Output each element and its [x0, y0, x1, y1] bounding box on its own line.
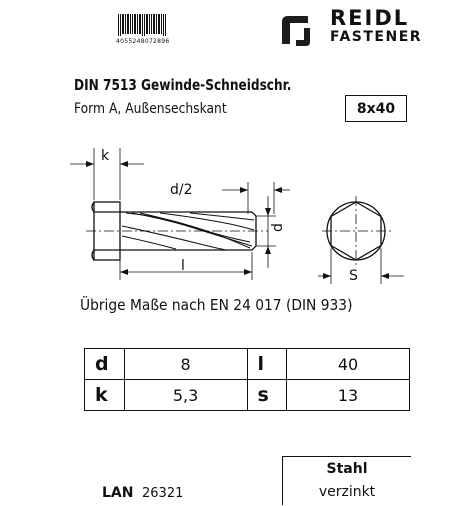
brand-subname: FASTENER: [330, 29, 423, 45]
material-finish: verzinkt: [318, 484, 376, 500]
spec-label: d: [85, 349, 125, 380]
spec-value: 8: [124, 349, 247, 380]
screw-technical-drawing: [0, 130, 474, 295]
label-l: l: [181, 258, 185, 274]
size-badge: [345, 95, 407, 122]
table-row: [85, 349, 410, 380]
barcode-number: 4055248072896: [116, 38, 170, 45]
label-d: d: [270, 223, 286, 232]
size-value: 8x40: [356, 100, 396, 117]
label-d-half: d/2: [170, 182, 193, 198]
spec-value: 40: [287, 349, 410, 380]
lan-value: 26321: [142, 486, 184, 501]
product-subtitle: Form A, Außensechskant: [74, 101, 227, 117]
spec-label: l: [247, 349, 287, 380]
material-box: [282, 456, 411, 505]
standard-note: Übrige Maße nach EN 24 017 (DIN 933): [80, 296, 353, 314]
label-k: k: [101, 148, 110, 164]
material-name: Stahl: [326, 461, 368, 477]
spec-value: 13: [287, 380, 410, 411]
table-row: [85, 380, 410, 411]
spec-label: s: [247, 380, 287, 411]
spec-value: 5,3: [124, 380, 247, 411]
specs-table: [84, 348, 410, 411]
brand-name: REIDL: [330, 6, 410, 30]
label-s: S: [349, 268, 358, 284]
reidl-logo-icon: [276, 10, 316, 48]
spec-label: k: [85, 380, 125, 411]
lan-label: LAN: [102, 485, 134, 501]
barcode-image: [118, 14, 168, 36]
product-title: DIN 7513 Gewinde-Schneidschr.: [74, 76, 292, 94]
